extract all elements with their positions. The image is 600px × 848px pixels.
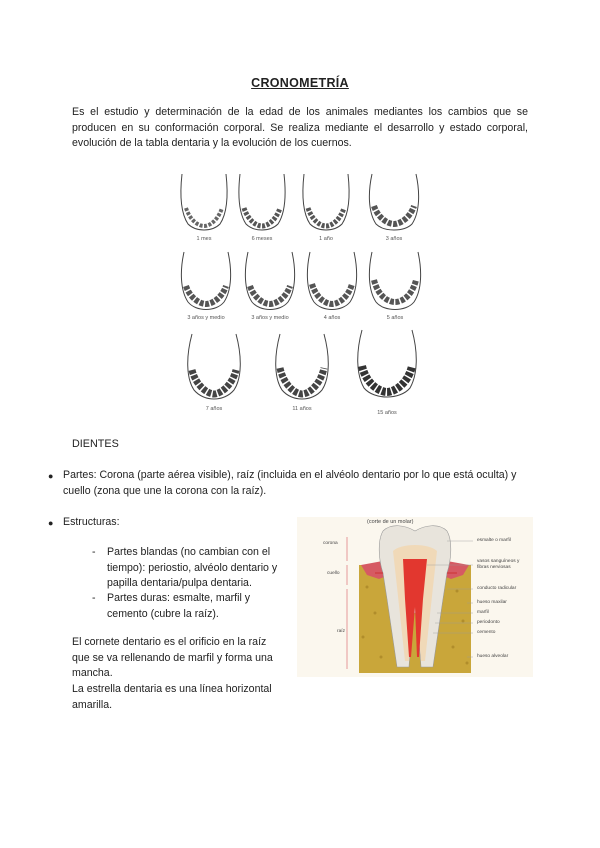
jaw-label: 1 mes bbox=[196, 236, 212, 242]
jaw-label: 1 año bbox=[319, 236, 333, 242]
label-hueso-alveolar: hueso alveolar bbox=[477, 654, 509, 659]
label-marfil: marfil bbox=[477, 610, 489, 615]
bullet-partes: Partes: Corona (parte aérea visible), raíz (incluida en el alvéolo dentario por lo que está oculta) y cuello (zona que une la corona con la raíz). bbox=[63, 469, 517, 497]
page-title: CRONOMETRÍA bbox=[251, 76, 349, 90]
label-cemento: cemento bbox=[477, 630, 496, 635]
jaw-label: 6 meses bbox=[251, 236, 273, 242]
jaw-drawing bbox=[176, 172, 232, 234]
jaw-label: 15 años bbox=[377, 410, 397, 416]
sub-item-text: Partes duras: esmalte, marfil y cemento (cubre la raíz). bbox=[107, 592, 251, 620]
jaw-label: 11 años bbox=[292, 406, 312, 412]
label-vasos: vasos sanguíneos y fibras nerviosas bbox=[477, 559, 520, 570]
label-cuello: cuello bbox=[327, 571, 340, 576]
label-esmalte: esmalte o marfil bbox=[477, 538, 511, 543]
jaw-label: 4 años bbox=[323, 315, 341, 321]
jaw-drawing bbox=[182, 332, 246, 404]
jaw-drawing bbox=[364, 172, 424, 234]
diagram-title: (corte de un molar) bbox=[367, 519, 414, 525]
jaw-drawing bbox=[176, 250, 236, 314]
sub-item-partes-blandas bbox=[92, 545, 290, 592]
dash-icon: - bbox=[92, 592, 96, 604]
jaw-drawing bbox=[234, 172, 290, 234]
sub-item-partes-duras bbox=[92, 591, 290, 623]
label-conducto: conducto radicular bbox=[477, 586, 517, 591]
jaw-label: 7 años bbox=[205, 406, 223, 412]
jaw-label: 3 años bbox=[385, 236, 403, 242]
jaw-drawing bbox=[240, 250, 300, 314]
jaw-drawing bbox=[298, 172, 354, 234]
section-heading-dientes: DIENTES bbox=[72, 438, 119, 450]
paragraph-estrella: La estrella dentaria es una línea horizontal amarilla. bbox=[72, 683, 272, 711]
label-raiz: raíz bbox=[337, 629, 345, 634]
bullet-estructuras: Estructuras: bbox=[63, 516, 120, 528]
paragraph-cornete: El cornete dentario es el orificio en la raíz que se va rellenando de marfil y forma una mancha. bbox=[72, 636, 273, 679]
jaw-drawing bbox=[270, 332, 334, 404]
bullet-icon: ● bbox=[48, 471, 54, 481]
dash-icon: - bbox=[92, 546, 96, 558]
tooth-section-diagram bbox=[297, 517, 533, 677]
jaw-label: 3 años y medio bbox=[251, 315, 289, 321]
label-corona: corona bbox=[323, 541, 338, 546]
teeth-age-figure bbox=[172, 172, 428, 422]
jaw-drawing bbox=[352, 328, 422, 404]
jaw-drawing bbox=[366, 250, 424, 314]
label-periodonto: periodonto bbox=[477, 620, 500, 625]
sub-item-text: Partes blandas (no cambian con el tiempo): periostio, alvéolo dentario y papilla dentaria/pulpa dentaria. bbox=[107, 546, 278, 589]
jaw-drawing bbox=[302, 250, 362, 314]
jaw-label: 5 años bbox=[386, 315, 404, 321]
intro-paragraph: Es el estudio y determinación de la edad de los animales mediantes los cambios que se producen en su conformación corporal. Se realiza mediante el desarrollo y estado corporal, evolución de la tabla dentaria y la evolución de los cuernos. bbox=[72, 106, 528, 149]
label-hueso-maxilar: hueso maxilar bbox=[477, 600, 507, 605]
jaw-label: 3 años y medio bbox=[187, 315, 225, 321]
bullet-icon: ● bbox=[48, 518, 54, 528]
